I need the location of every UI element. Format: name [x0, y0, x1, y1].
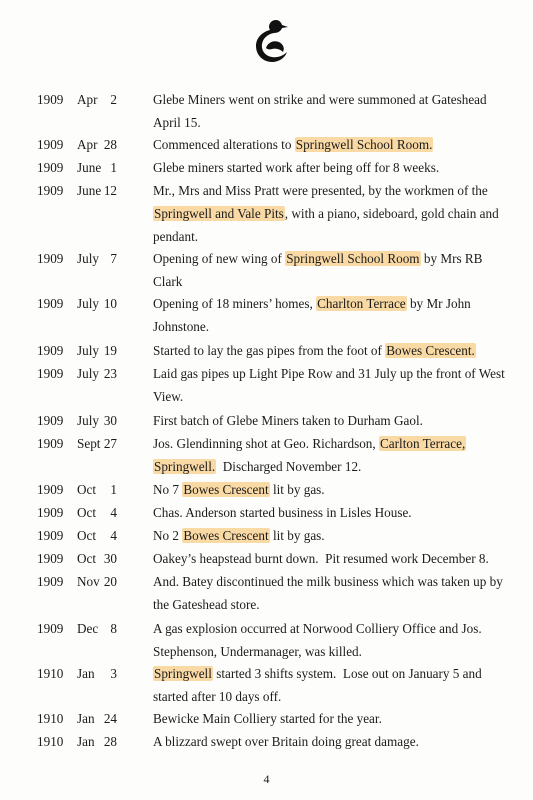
chronology-entry: [0, 88, 493, 134]
entry-date: [0, 247, 153, 270]
description-line: [153, 202, 499, 225]
description-line: [153, 707, 493, 730]
entry-day: 27: [103, 436, 117, 451]
description-line: [153, 478, 493, 501]
entry-month: Nov: [77, 574, 100, 589]
text-segment: Mr., Mrs and Miss Pratt were presented, by the workmen of the: [153, 183, 488, 198]
text-segment: No 2: [153, 528, 183, 543]
entry-date: [0, 339, 153, 362]
entry-date: [0, 292, 153, 315]
entry-date: [0, 133, 153, 156]
entry-day: 20: [103, 574, 117, 589]
text-segment: No 7: [153, 482, 183, 497]
entry-year: 1909: [37, 366, 64, 381]
chronology-entry: [0, 547, 493, 570]
entry-month: Oct: [77, 551, 97, 566]
page-number: 4: [263, 772, 270, 786]
entry-month: Jan: [77, 711, 95, 726]
text-segment: Glebe miners started work after being off for 8 weeks.: [153, 160, 440, 175]
entry-day: 1: [110, 482, 117, 497]
description-line: [153, 156, 493, 179]
text-segment: lit by gas.: [269, 482, 325, 497]
entry-description: [153, 156, 493, 179]
highlighted-place-name: Springwell: [154, 666, 212, 681]
text-segment: Opening of 18 miners’ homes,: [153, 296, 317, 311]
entry-date: [0, 570, 153, 593]
entry-month: Oct: [77, 505, 97, 520]
bird-silhouette-icon: [252, 18, 292, 64]
entry-month: July: [77, 413, 99, 428]
entry-description: [153, 730, 493, 753]
entry-month: July: [77, 251, 99, 266]
entry-day: 4: [110, 528, 117, 543]
description-line: [153, 315, 493, 338]
text-segment: First batch of Glebe Miners taken to Durham Gaol.: [153, 413, 423, 428]
text-segment: , with a piano, sideboard, gold chain and: [284, 206, 499, 221]
entry-year: 1909: [37, 92, 64, 107]
entry-date: [0, 156, 153, 179]
chronology-entry: [0, 617, 493, 663]
entry-day: 23: [103, 366, 117, 381]
entry-description: [153, 339, 493, 362]
entry-date: [0, 730, 153, 753]
entry-month: June: [77, 183, 102, 198]
entry-description: [153, 133, 493, 156]
entry-day: 1: [110, 160, 117, 175]
description-line: [153, 225, 493, 248]
text-segment: Stephenson, Undermanager, was killed.: [153, 644, 362, 659]
entry-description: [153, 409, 493, 432]
chronology-entry: [0, 730, 493, 753]
text-segment: Chas. Anderson started business in Lisles House.: [153, 505, 412, 520]
text-segment: the Gateshead store.: [153, 597, 260, 612]
description-line: [153, 270, 493, 293]
entry-date: [0, 617, 153, 640]
entry-day: 4: [110, 505, 117, 520]
entry-day: 3: [110, 666, 117, 681]
text-segment: Opening of new wing of: [153, 251, 286, 266]
text-segment: started after 10 days off.: [153, 689, 282, 704]
chronology-entry: [0, 156, 493, 179]
entry-year: 1909: [37, 413, 64, 428]
entry-date: [0, 707, 153, 730]
entry-month: Dec: [77, 621, 99, 636]
entry-year: 1909: [37, 436, 64, 451]
entry-month: Apr: [77, 92, 98, 107]
description-line: [153, 409, 493, 432]
text-segment: Commenced alterations to: [153, 137, 295, 152]
entry-date: [0, 88, 153, 111]
description-line: [153, 662, 493, 685]
entry-description: [153, 179, 499, 248]
highlighted-place-name: Springwell School Room: [286, 251, 420, 266]
text-segment: Clark: [153, 274, 183, 289]
description-line: [153, 339, 493, 362]
entry-year: 1909: [37, 621, 64, 636]
entry-date: [0, 432, 153, 455]
chronology-entry: [0, 707, 493, 730]
entry-month: Jan: [77, 666, 95, 681]
entry-year: 1909: [37, 528, 64, 543]
entry-month: Sept: [77, 436, 101, 451]
entry-description: [153, 570, 503, 616]
entry-day: 12: [103, 183, 117, 198]
highlighted-place-name: Bowes Crescent: [183, 528, 269, 543]
description-line: [153, 385, 493, 408]
entry-day: 19: [103, 343, 117, 358]
text-segment: A blizzard swept over Britain doing great damage.: [153, 734, 419, 749]
highlighted-place-name: Carlton Terrace,: [380, 436, 466, 451]
entry-day: 10: [103, 296, 117, 311]
text-segment: started 3 shifts system. Lose out on January 5 and: [212, 666, 482, 681]
entry-date: [0, 662, 153, 685]
text-segment: Laid gas pipes up Light Pipe Row and 31 July up the front of West: [153, 366, 505, 381]
entry-month: Jan: [77, 734, 95, 749]
entry-description: [153, 478, 493, 501]
entry-day: 7: [110, 251, 117, 266]
entry-year: 1909: [37, 296, 64, 311]
entry-year: 1910: [37, 734, 64, 749]
text-segment: by Mrs RB: [420, 251, 483, 266]
highlighted-place-name: Springwell and Vale Pits: [154, 206, 284, 221]
highlighted-place-name: Charlton Terrace: [317, 296, 406, 311]
text-segment: by Mr John: [406, 296, 471, 311]
entry-day: 2: [110, 92, 117, 107]
entry-day: 28: [103, 734, 117, 749]
entry-day: 30: [103, 551, 117, 566]
description-line: [153, 685, 493, 708]
description-line: [153, 593, 493, 616]
entry-year: 1910: [37, 711, 64, 726]
entry-day: 30: [103, 413, 117, 428]
entry-year: 1909: [37, 137, 64, 152]
chronology-entry: [0, 339, 493, 362]
description-line: [153, 247, 493, 270]
text-segment: Glebe Miners went on strike and were summoned at Gateshead: [153, 92, 487, 107]
description-line: [153, 455, 493, 478]
entry-description: [153, 707, 493, 730]
description-line: [153, 432, 493, 455]
entry-description: [153, 662, 493, 708]
entry-description: [153, 547, 493, 570]
entry-date: [0, 524, 153, 547]
text-segment: pendant.: [153, 229, 199, 244]
highlighted-place-name: Springwell School Room.: [295, 137, 433, 152]
chronology-entry: [0, 247, 493, 293]
entry-month: Oct: [77, 482, 97, 497]
chronology-entry: [0, 292, 493, 338]
description-line: [153, 88, 493, 111]
entry-month: Oct: [77, 528, 97, 543]
highlighted-place-name: Bowes Crescent.: [386, 343, 475, 358]
entry-description: [153, 292, 493, 338]
entry-year: 1909: [37, 251, 64, 266]
description-line: [153, 570, 503, 593]
text-segment: Bewicke Main Colliery started for the year.: [153, 711, 382, 726]
highlighted-place-name: Springwell.: [154, 459, 216, 474]
entry-date: [0, 547, 153, 570]
text-segment: lit by gas.: [269, 528, 325, 543]
chronology-entry: [0, 179, 499, 248]
entry-description: [153, 524, 493, 547]
entry-date: [0, 409, 153, 432]
chronology-entry: [0, 478, 493, 501]
description-line: [153, 617, 493, 640]
entry-date: [0, 501, 153, 524]
description-line: [153, 730, 493, 753]
entry-month: July: [77, 366, 99, 381]
entry-year: 1909: [37, 551, 64, 566]
description-line: [153, 547, 493, 570]
entry-date: [0, 478, 153, 501]
chronology-entry: [0, 570, 503, 616]
description-line: [153, 640, 493, 663]
description-line: [153, 524, 493, 547]
description-line: [153, 133, 493, 156]
text-segment: Started to lay the gas pipes from the foot of: [153, 343, 386, 358]
description-line: [153, 362, 505, 385]
chronology-entry: [0, 501, 493, 524]
entry-day: 8: [110, 621, 117, 636]
text-segment: View.: [153, 389, 184, 404]
chronology-entry: [0, 362, 505, 408]
description-line: [153, 292, 493, 315]
entry-month: July: [77, 296, 99, 311]
entry-description: [153, 88, 493, 134]
entry-day: 24: [103, 711, 117, 726]
entry-month: July: [77, 343, 99, 358]
text-segment: Johnstone.: [153, 319, 210, 334]
entry-day: 28: [103, 137, 117, 152]
text-segment: A gas explosion occurred at Norwood Colliery Office and Jos.: [153, 621, 482, 636]
chronology-entry: [0, 409, 493, 432]
entry-year: 1909: [37, 183, 64, 198]
entry-description: [153, 362, 505, 408]
entry-month: Apr: [77, 137, 98, 152]
entry-date: [0, 179, 153, 202]
entry-description: [153, 432, 493, 478]
chronology-entry: [0, 133, 493, 156]
entry-year: 1909: [37, 574, 64, 589]
entry-description: [153, 501, 493, 524]
chronology-entry: [0, 432, 493, 478]
entry-month: June: [77, 160, 102, 175]
description-line: [153, 111, 493, 134]
text-segment: Oakey’s heapstead burnt down. Pit resumed work December 8.: [153, 551, 489, 566]
entry-date: [0, 362, 153, 385]
chronology-entry: [0, 662, 493, 708]
chronology-entry: [0, 524, 493, 547]
text-segment: Jos. Glendinning shot at Geo. Richardson,: [153, 436, 379, 451]
text-segment: April 15.: [153, 115, 201, 130]
entry-description: [153, 617, 493, 663]
entry-year: 1909: [37, 160, 64, 175]
text-segment: And. Batey discontinued the milk business which was taken up by: [153, 574, 503, 589]
entry-year: 1909: [37, 505, 64, 520]
entry-year: 1909: [37, 482, 64, 497]
highlighted-place-name: Bowes Crescent: [183, 482, 269, 497]
entry-year: 1909: [37, 343, 64, 358]
entry-year: 1910: [37, 666, 64, 681]
description-line: [153, 179, 493, 202]
description-line: [153, 501, 493, 524]
entry-description: [153, 247, 493, 293]
text-segment: Discharged November 12.: [216, 459, 362, 474]
